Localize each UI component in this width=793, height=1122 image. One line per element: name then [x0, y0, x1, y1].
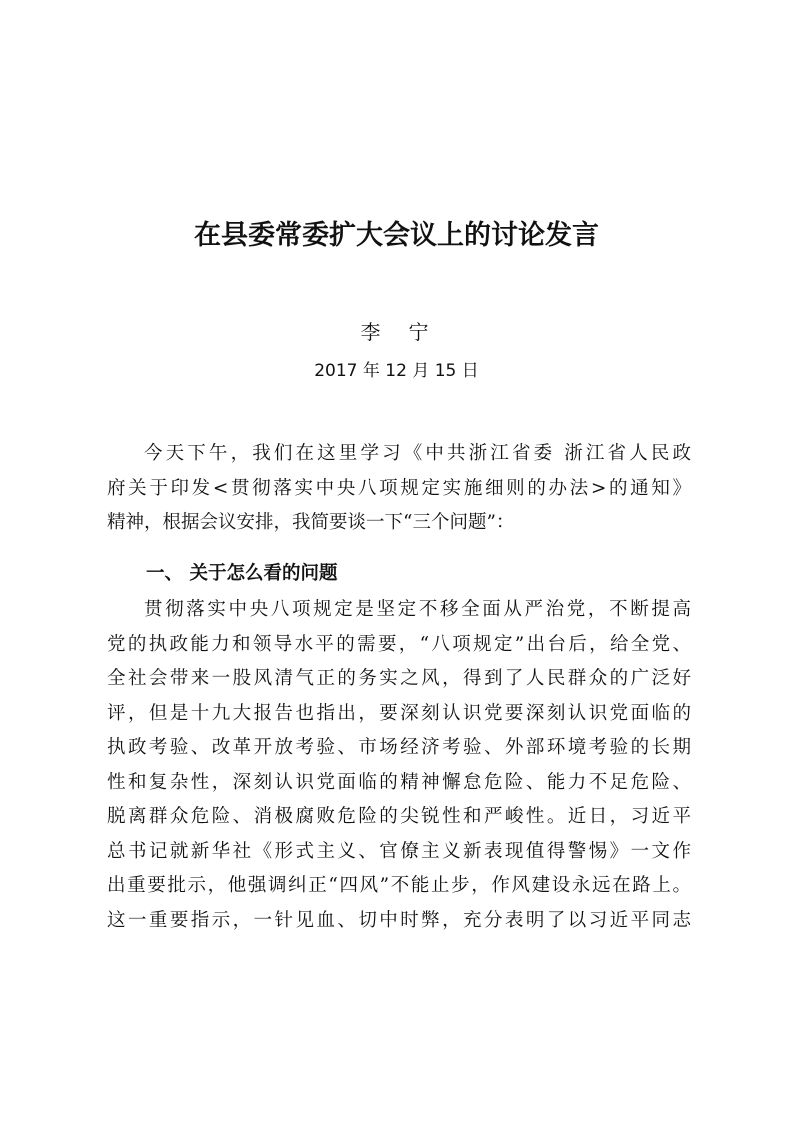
paragraph-line: 总书记就新华社《形式主义、官僚主义新表现值得警惕》一文作 [107, 840, 691, 862]
author-name: 李 宁 [360, 320, 433, 344]
paragraph-line: 出重要批示，他强调纠正“四风”不能止步，作风建设永远在路上。 [107, 875, 691, 896]
document-date: 2017 年 12 月 15 日 [314, 361, 479, 381]
paragraph-line: 脱离群众危险、消极腐败危险的尖锐性和严峻性。近日，习近平 [107, 806, 691, 827]
paragraph-intro [107, 437, 691, 541]
paragraph-line: 精神，根据会议安排，我简要谈一下“三个问题”： [107, 512, 515, 533]
paragraph-line: 府关于印发<贯彻落实中央八项规定实施细则的办法>的通知》 [107, 477, 691, 499]
paragraph-line: 性和复杂性，深刻认识党面临的精神懈怠危险、能力不足危险、 [107, 771, 691, 793]
document-title: 在县委常委扩大会议上的讨论发言 [194, 220, 599, 251]
section-heading: 一、 关于怎么看的问题 [146, 563, 338, 584]
paragraph-line: 这一重要指示，一针见血、切中时弊，充分表明了以习近平同志 [107, 909, 691, 931]
paragraph-line: 执政考验、改革开放考验、市场经济考验、外部环境考验的长期 [107, 737, 691, 758]
paragraph-line: 党的执政能力和领导水平的需要，“八项规定”出台后，给全党、 [107, 633, 691, 655]
paragraph-line: 全社会带来一股风清气正的务实之风，得到了人民群众的广泛好 [107, 668, 691, 689]
paragraph-line: 评，但是十九大报告也指出，要深刻认识党要深刻认识党面临的 [107, 702, 691, 724]
paragraph-line: 今天下午，我们在这里学习《中共浙江省委 浙江省人民政 [144, 443, 691, 464]
paragraph-section1 [107, 593, 691, 938]
paragraph-line: 贯彻落实中央八项规定是坚定不移全面从严治党，不断提高 [144, 599, 691, 620]
